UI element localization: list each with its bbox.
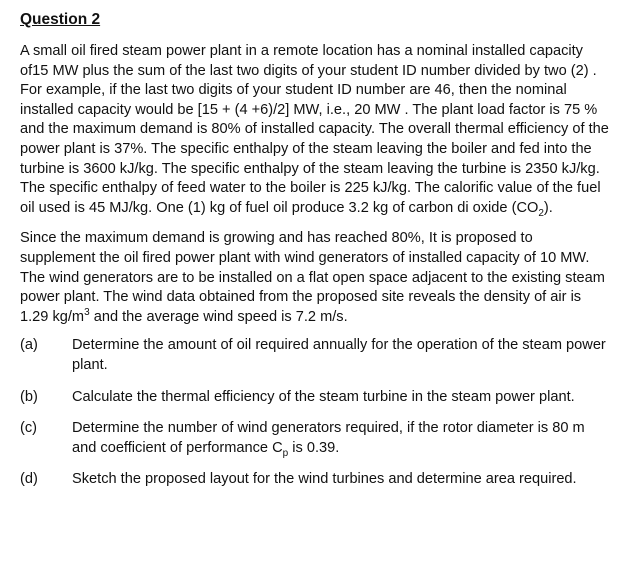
cubic-superscript: 3 bbox=[84, 306, 90, 318]
question-text-c-end: is 0.39. bbox=[288, 439, 340, 456]
paragraph2-text: Since the maximum demand is growing and has reached 80%, It is proposed to supplement the oil fired power plant with wind generators of installed capacity of 10 MW. The wind generators are to be installed on a flat open space adjacent to the existing steam power plant. The wind data obtained from the proposed site reveals the density of air is 1.29 kg/m bbox=[20, 230, 605, 325]
question-label-a: (a) bbox=[20, 337, 38, 354]
co2-subscript: 2 bbox=[538, 207, 544, 219]
question-item-a bbox=[20, 336, 610, 375]
question-label-c: (c) bbox=[20, 420, 38, 437]
paragraph2-text-end: and the average wind speed is 7.2 m/s. bbox=[89, 308, 348, 325]
question-text-c-start: Determine the number of wind generators required, if the rotor diameter is 80 m and coefficient of performance C bbox=[72, 420, 585, 456]
question-text-b: Calculate the thermal efficiency of the steam turbine in the steam power plant. bbox=[72, 388, 575, 405]
cp-subscript: p bbox=[282, 447, 289, 459]
question-title: Question 2 bbox=[20, 11, 101, 28]
problem-statement-paragraph bbox=[20, 42, 610, 218]
question-item-b bbox=[20, 388, 610, 408]
question-label-b: (b) bbox=[20, 388, 38, 405]
question-item-c bbox=[20, 419, 610, 458]
question-document bbox=[20, 10, 610, 490]
wind-proposal-paragraph bbox=[20, 229, 610, 327]
paragraph1-text-end: ). bbox=[543, 199, 553, 216]
question-item-d bbox=[20, 470, 610, 490]
question-text-a: Determine the amount of oil required annually for the operation of the steam power plant. bbox=[72, 337, 606, 373]
paragraph1-text: A small oil fired steam power plant in a remote location has a nominal installed capacity of15 MW plus the sum of the last two digits of your student ID number divided by two (2) . For example, if the last two digits of your student ID number are 46, then the nominal installed capacity would be [15 + (4 +6)/2] MW, i.e., 20 MW . The plant load factor is 75 % and the maximum demand is 80% of installed capacity. The overall thermal efficiency of the power plant is 37%. The specific enthalpy of the steam leaving the boiler and fed into the turbine is 3600 kJ/kg. The specific enthalpy of the steam leaving the turbine is 2350 kJ/kg. The specific enthalpy of feed water to the boiler is 225 kJ/kg. The calorific value of the fuel oil used is 45 MJ/kg. One (1) kg of fuel oil produce 3.2 kg of carbon di oxide (CO bbox=[20, 43, 609, 216]
question-text-d: Sketch the proposed layout for the wind turbines and determine area required. bbox=[72, 471, 577, 488]
question-label-d: (d) bbox=[20, 471, 38, 488]
question-text-c bbox=[72, 419, 610, 458]
